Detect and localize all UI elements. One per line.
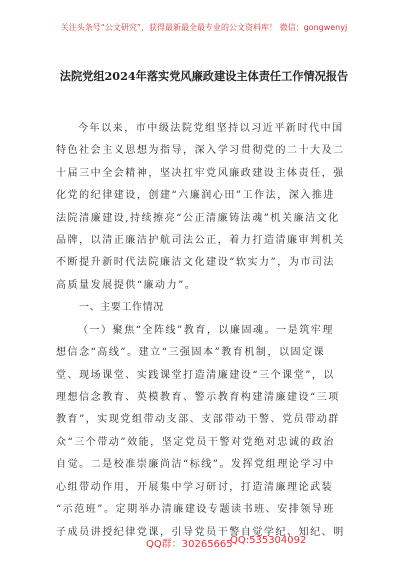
body-line: 众“三个带动”效能，坚定党员干警对党绝对忠诚的政治 <box>56 437 335 448</box>
header-banner: 关注头条号“公文研究”，获得最新最全最专业的公文资料库！ 微信：gongwenyj <box>60 23 348 32</box>
body-line: 堂、现场课堂、实践课堂打造清廉建设“三个课堂”，以 <box>56 370 335 381</box>
section-heading: 一、主要工作情况 <box>79 302 164 313</box>
body-line: 化党的纪律建设，创建“六廉润心田”工作法，深入推进 <box>56 190 335 201</box>
body-line: 心组带动作用，开展集中学习研讨，打造清廉理论武装 <box>56 482 334 493</box>
body-line: 理想信念教育、英模教育、警示教育构建清廉建设“三项 <box>56 392 340 403</box>
body-line: 法院清廉建设,持续擦亮“公正清廉铸法魂”机关廉洁文化 <box>56 213 340 224</box>
body-line: 高质量发展提供“廉动力”。 <box>56 280 197 291</box>
body-line: 特色社会主义思想为指导，深入学习贯彻党的二十大及二 <box>56 145 345 156</box>
body-line: 十届三中全会精神，坚决扛牢党风廉政建设主体责任，强 <box>56 168 345 179</box>
document-title: 法院党组2024年落实党风廉政建设主体责任工作情况报告 <box>59 69 349 83</box>
body-line: 自觉。二是校准崇廉尚洁“标线”。发挥党组理论学习中 <box>56 459 335 470</box>
body-line: 教育”，实现党组带动支部、支部带动干警、党员带动群 <box>56 414 340 425</box>
body-line: 今年以来，市中级法院党组坚持以习近平新时代中国 <box>78 123 344 134</box>
qq-contact-number: QQ:535304092 <box>230 535 307 546</box>
body-line: 不断提升新时代法院廉洁文化建设“软实力”，为市司法 <box>56 257 335 268</box>
body-line: （一）聚焦“全阵线”教育，以廉固魂。一是筑牢理 <box>78 325 334 336</box>
body-line: 子成员讲授纪律党课，引导党员干警自觉学纪、知纪、明 <box>56 527 345 538</box>
qq-group-number: QQ群：30265665 <box>146 539 233 550</box>
body-line: 品牌，以清正廉洁护航司法公正，着力打造清廉审判机关 <box>56 235 345 246</box>
body-line: “示范班”。定期举办清廉建设专题读书班、安排领导班 <box>56 504 335 515</box>
body-line: 想信念“高线”。建立“三强固本”教育机制，以固定课 <box>56 347 326 358</box>
